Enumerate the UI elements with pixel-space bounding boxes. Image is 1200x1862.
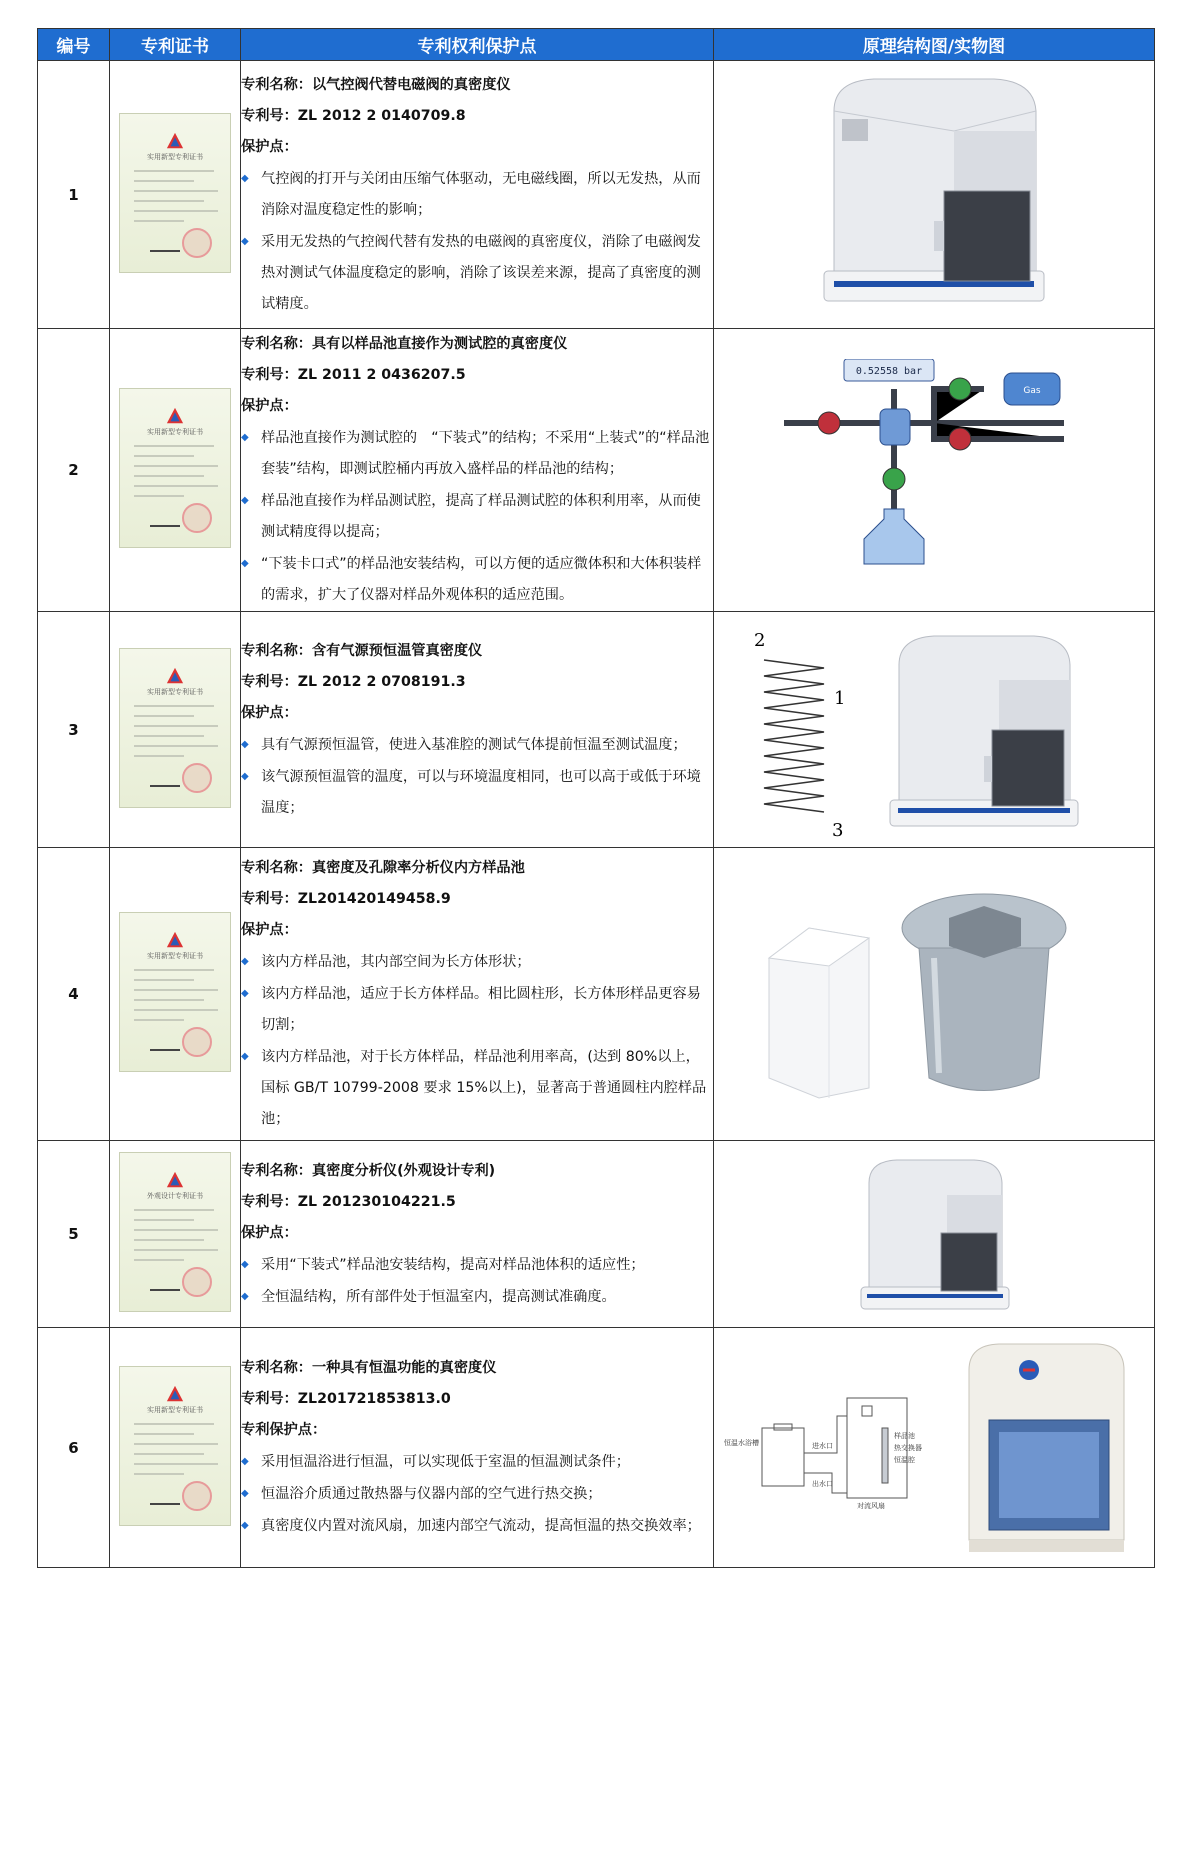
table-row xyxy=(38,848,1155,1141)
diamond-bullet-icon: ◆ xyxy=(241,1051,249,1062)
diamond-bullet-icon: ◆ xyxy=(241,988,249,999)
patent-name: 专利名称：具有以样品池直接作为测试腔的真密度仪 xyxy=(241,336,568,352)
diamond-bullet-icon: ◆ xyxy=(241,1520,249,1531)
diamond-bullet-icon: ◆ xyxy=(241,235,249,247)
patent-number: 专利号：ZL201721853813.0 xyxy=(241,1391,451,1407)
coil-label: 1 xyxy=(834,688,846,709)
schematic-label: 对流风扇 xyxy=(857,1502,885,1510)
protection-point: ◆ “下装卡口式”的样品池安装结构，可以方便的适应微体积和大体积装样的需求，扩大了仪器对样品外观体积的适应范围。 xyxy=(241,548,713,611)
protection-point: ◆ 该内方样品池，其内部空间为长方体形状； xyxy=(241,946,713,978)
protection-point: ◆ 采用无发热的气控阀代替有发热的电磁阀的真密度仪，消除了电磁阀发热对测试气体温度稳定的影响，消除了该误差来源，提高了真密度的测试精度。 xyxy=(241,226,713,320)
protection-heading: 保护点： xyxy=(241,1224,298,1241)
patent-number: 专利号：ZL 2011 2 0436207.5 xyxy=(241,367,466,383)
density-analyzer-image xyxy=(874,630,1094,835)
protection-point: ◆ 采用“下装式”样品池安装结构，提高对样品池体积的适应性； xyxy=(241,1249,713,1281)
certificate-seal xyxy=(182,228,212,258)
patent-number: 专利号：ZL 2012 2 0140709.8 xyxy=(241,107,466,124)
diamond-bullet-icon: ◆ xyxy=(241,558,249,569)
pressure-readout: 0.52558 bar xyxy=(855,366,923,377)
certificate-emblem-icon xyxy=(166,931,184,949)
density-analyzer-image xyxy=(849,1155,1019,1317)
certificate-seal xyxy=(182,1027,212,1057)
square-sample-cell-image xyxy=(759,888,1079,1108)
row-number: 4 xyxy=(38,848,110,1141)
patent-number: 专利号：ZL 201230104221.5 xyxy=(241,1193,456,1210)
table-header-row xyxy=(38,29,1155,61)
schematic-label: 进水口 xyxy=(812,1442,833,1450)
protection-point: ◆ 样品池直接作为样品测试腔，提高了样品测试腔的体积利用率，从而使测试精度得以提高； xyxy=(241,485,713,548)
gas-flow-diagram xyxy=(784,359,1104,569)
diamond-bullet-icon: ◆ xyxy=(241,1488,249,1499)
patent-table xyxy=(37,28,1155,1568)
diamond-bullet-icon: ◆ xyxy=(241,172,249,184)
table-row xyxy=(38,329,1155,612)
header-image: 原理结构图/实物图 xyxy=(714,29,1155,61)
protection-heading: 保护点： xyxy=(241,398,298,414)
patent-number: 专利号：ZL 2012 2 0708191.3 xyxy=(241,673,466,690)
protection-point: ◆ 该内方样品池，对于长方体样品，样品池利用率高，(达到 80%以上，国标 GB/T 10799-2008 要求 15%以上)，显著高于普通圆柱内腔样品池； xyxy=(241,1041,713,1135)
thermostat-density-analyzer-image xyxy=(959,1340,1134,1560)
coil-label: 2 xyxy=(754,630,766,651)
patent-certificate-image xyxy=(119,388,231,548)
protection-heading: 保护点： xyxy=(241,922,298,938)
protection-point: ◆ 全恒温结构，所有部件处于恒温室内，提高测试准确度。 xyxy=(241,1281,713,1313)
diamond-bullet-icon: ◆ xyxy=(241,432,249,443)
patent-certificate-image xyxy=(119,1152,231,1312)
protection-heading: 专利保护点： xyxy=(241,1422,327,1438)
patent-name: 专利名称：以气控阀代替电磁阀的真密度仪 xyxy=(241,76,511,93)
diamond-bullet-icon: ◆ xyxy=(241,1258,249,1270)
schematic-label: 样品池 xyxy=(894,1432,915,1440)
patent-name: 专利名称：真密度分析仪(外观设计专利) xyxy=(241,1162,496,1179)
certificate-seal xyxy=(182,763,212,793)
row-number: 2 xyxy=(38,329,110,612)
preheat-coil-drawing xyxy=(744,630,854,840)
coil-label: 3 xyxy=(832,820,844,840)
certificate-title: 实用新型专利证书 xyxy=(147,152,203,161)
schematic-label: 恒温水浴槽 xyxy=(724,1439,759,1447)
header-num: 编号 xyxy=(38,29,110,61)
protection-point: ◆ 样品池直接作为测试腔的 “下装式”的结构；不采用“上装式”的“样品池套装”结构，即测试腔桶内再放入盛样品的样品池的结构； xyxy=(241,422,713,485)
protection-point: ◆ 真密度仪内置对流风扇，加速内部空气流动，提高恒温的热交换效率； xyxy=(241,1510,713,1542)
patent-name: 专利名称：真密度及孔隙率分析仪内方样品池 xyxy=(241,860,525,876)
row-number: 6 xyxy=(38,1328,110,1568)
certificate-title: 实用新型专利证书 xyxy=(147,687,203,696)
certificate-emblem-icon xyxy=(166,667,184,685)
header-cert: 专利证书 xyxy=(110,29,241,61)
certificate-title: 实用新型专利证书 xyxy=(147,428,203,436)
thermostat-bath-schematic xyxy=(722,1368,937,1518)
protection-point: ◆ 具有气源预恒温管，使进入基准腔的测试气体提前恒温至测试温度； xyxy=(241,729,713,761)
patent-certificate-image xyxy=(119,1366,231,1526)
patent-number: 专利号：ZL201420149458.9 xyxy=(241,891,451,907)
protection-heading: 保护点： xyxy=(241,138,298,155)
table-row xyxy=(38,61,1155,329)
patent-certificate-image xyxy=(119,912,231,1072)
protection-point: ◆ 采用恒温浴进行恒温，可以实现低于室温的恒温测试条件； xyxy=(241,1446,713,1478)
table-row xyxy=(38,612,1155,848)
protection-heading: 保护点： xyxy=(241,704,298,721)
patent-certificate-image xyxy=(119,113,231,273)
gas-tank-label: Gas xyxy=(1023,386,1041,396)
certificate-emblem-icon xyxy=(166,132,184,150)
diamond-bullet-icon: ◆ xyxy=(241,956,249,967)
patent-certificate-image xyxy=(119,648,231,808)
certificate-title: 外观设计专利证书 xyxy=(147,1192,203,1200)
protection-point: ◆ 该内方样品池，适应于长方体样品。相比圆柱形，长方体形样品更容易切割； xyxy=(241,978,713,1041)
patent-name: 专利名称：一种具有恒温功能的真密度仪 xyxy=(241,1360,497,1376)
density-analyzer-image xyxy=(804,71,1064,316)
row-number: 1 xyxy=(38,61,110,329)
row-number: 5 xyxy=(38,1141,110,1328)
protection-point: ◆ 恒温浴介质通过散热器与仪器内部的空气进行热交换； xyxy=(241,1478,713,1510)
row-number: 3 xyxy=(38,612,110,848)
certificate-seal xyxy=(182,1481,212,1511)
diamond-bullet-icon: ◆ xyxy=(241,495,249,506)
schematic-label: 热交换器 xyxy=(894,1444,922,1452)
certificate-title: 实用新型专利证书 xyxy=(147,1405,203,1414)
diamond-bullet-icon: ◆ xyxy=(241,770,249,782)
certificate-title: 实用新型专利证书 xyxy=(147,952,203,960)
certificate-emblem-icon xyxy=(166,407,184,425)
diamond-bullet-icon: ◆ xyxy=(241,738,249,750)
certificate-seal xyxy=(182,1267,212,1297)
schematic-label: 恒温腔 xyxy=(894,1456,915,1464)
certificate-seal xyxy=(182,503,212,533)
certificate-emblem-icon xyxy=(166,1171,184,1189)
protection-point: ◆ 该气源预恒温管的温度，可以与环境温度相同，也可以高于或低于环境温度； xyxy=(241,761,713,824)
certificate-emblem-icon xyxy=(166,1385,184,1403)
diamond-bullet-icon: ◆ xyxy=(241,1456,249,1467)
protection-point: ◆ 气控阀的打开与关闭由压缩气体驱动，无电磁线圈，所以无发热，从而消除对温度稳定性的影响； xyxy=(241,163,713,226)
patent-name: 专利名称：含有气源预恒温管真密度仪 xyxy=(241,642,483,659)
table-row xyxy=(38,1141,1155,1328)
header-points: 专利权利保护点 xyxy=(241,29,714,61)
table-row xyxy=(38,1328,1155,1568)
diamond-bullet-icon: ◆ xyxy=(241,1290,249,1302)
schematic-label: 出水口 xyxy=(812,1480,833,1488)
